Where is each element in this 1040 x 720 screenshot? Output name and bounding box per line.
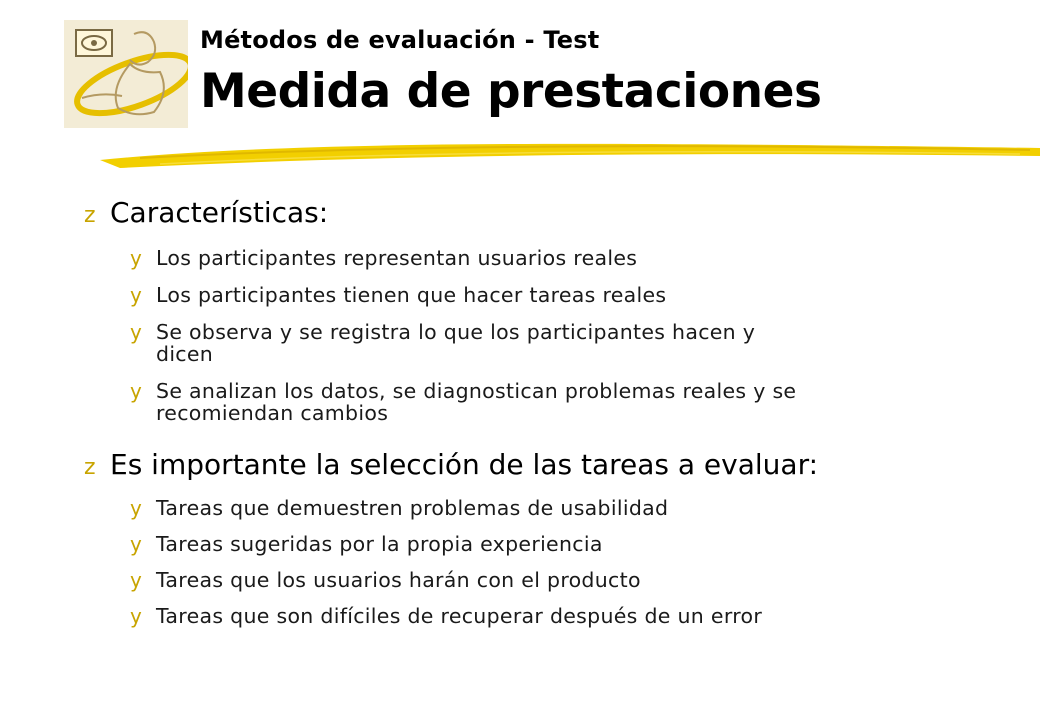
- list-item-text-cont: recomiendan cambios: [156, 401, 389, 425]
- page-title: Medida de prestaciones: [200, 64, 822, 119]
- list-item: [84, 284, 796, 306]
- section-heading: [84, 196, 796, 233]
- page-subtitle: Métodos de evaluación - Test: [200, 26, 600, 54]
- bullet-y-icon: y: [130, 320, 143, 344]
- bullet-y-icon: y: [130, 604, 143, 628]
- bullet-list: [84, 497, 818, 627]
- bullet-y-icon: y: [130, 532, 143, 556]
- logo: [64, 20, 188, 128]
- bullet-list: [84, 247, 796, 424]
- list-item: [84, 247, 796, 269]
- section-heading-text: Es importante la selección de las tareas a evaluar:: [110, 448, 819, 481]
- list-item: [84, 569, 818, 591]
- bullet-z-icon: z: [84, 455, 96, 480]
- yellow-swoosh-divider: [100, 134, 1040, 174]
- bullet-z-icon: z: [84, 203, 96, 228]
- list-item-text: Tareas que los usuarios harán con el producto: [156, 568, 641, 592]
- bullet-y-icon: y: [130, 496, 143, 520]
- bullet-y-icon: y: [130, 568, 143, 592]
- bullet-y-icon: y: [130, 379, 143, 403]
- list-item-text: Los participantes tienen que hacer tareas reales: [156, 283, 667, 307]
- list-item-text: Se analizan los datos, se diagnostican problemas reales y se: [156, 379, 797, 403]
- list-item: [84, 605, 818, 627]
- list-item-text: Tareas sugeridas por la propia experiencia: [156, 532, 603, 556]
- list-item-text: Los participantes representan usuarios reales: [156, 246, 638, 270]
- list-item: [84, 497, 818, 519]
- list-item-text: Se observa y se registra lo que los participantes hacen y: [156, 320, 756, 344]
- list-item: [84, 380, 796, 424]
- section-caracteristicas: [84, 196, 796, 424]
- bullet-y-icon: y: [130, 246, 143, 270]
- section-heading-text: Características:: [110, 196, 329, 229]
- list-item: [84, 533, 818, 555]
- list-item-text-cont: dicen: [156, 342, 214, 366]
- list-item: [84, 321, 796, 365]
- person-eye-logo-icon: [64, 20, 188, 128]
- bullet-y-icon: y: [130, 283, 143, 307]
- section-seleccion-tareas: [84, 448, 818, 627]
- section-heading: [84, 448, 818, 485]
- list-item-text: Tareas que son difíciles de recuperar después de un error: [156, 604, 763, 628]
- list-item-text: Tareas que demuestren problemas de usabilidad: [156, 496, 669, 520]
